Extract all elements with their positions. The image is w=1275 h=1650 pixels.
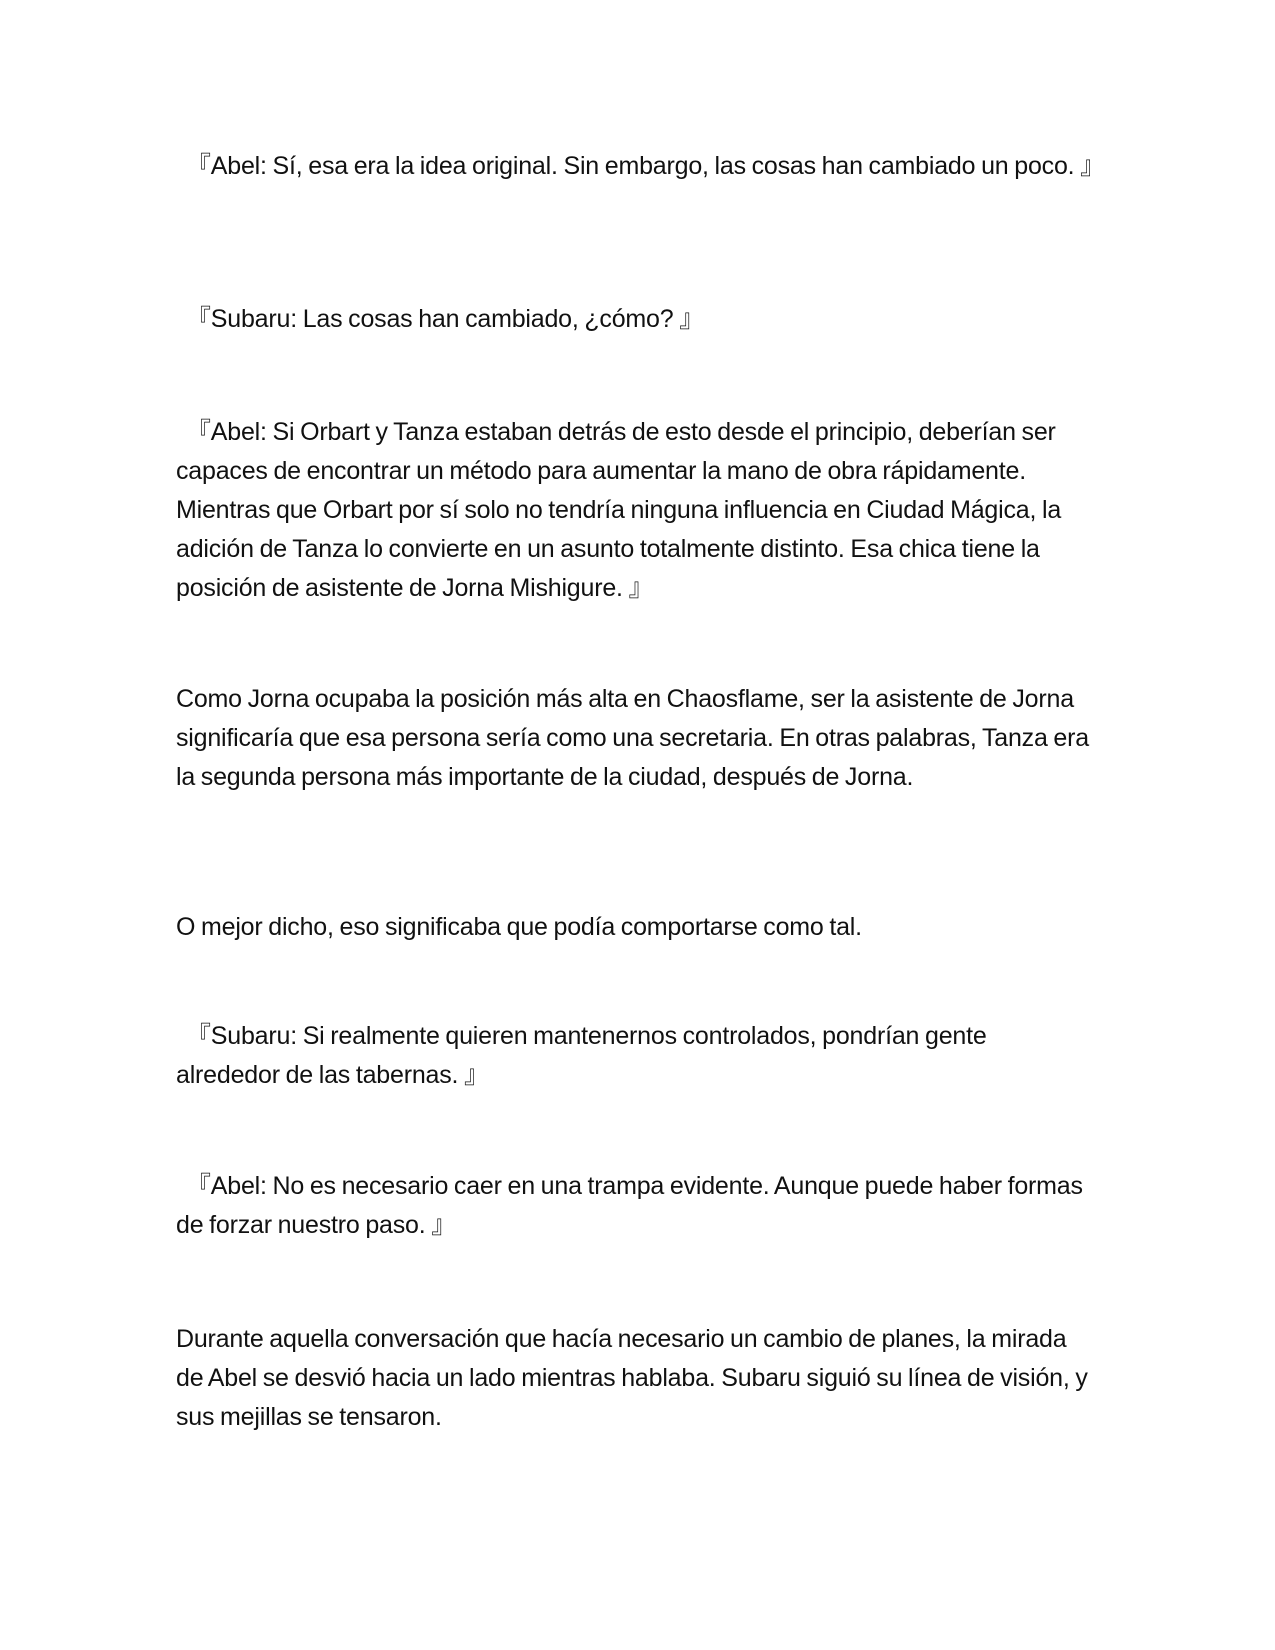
narration-paragraph: Durante aquella conversación que hacía necesario un cambio de planes, la mirada de Abel se desvió hacia un lado mientras hablaba. Subaru siguió su línea de visión, y sus mejillas se tensaron. <box>176 1325 1088 1431</box>
narration-paragraph: O mejor dicho, eso significaba que podía comportarse como tal. <box>176 913 862 941</box>
narration-paragraph: Como Jorna ocupaba la posición más alta en Chaosflame, ser la asistente de Jorna significaría que esa persona sería como una secretaria. En otras palabras, Tanza era la segunda persona más importante de la ciudad, después de Jorna. <box>176 685 1089 791</box>
dialogue-paragraph: 『Subaru: Si realmente quieren mantenernos controlados, pondrían gente alrededor de las tabernas. 』 <box>176 1022 987 1089</box>
dialogue-paragraph: 『Subaru: Las cosas han cambiado, ¿cómo? 』 <box>186 305 705 333</box>
dialogue-paragraph: 『Abel: Si Orbart y Tanza estaban detrás de esto desde el principio, deberían ser capaces de encontrar un método para aumentar la mano de obra rápidamente. Mientras que Orbart por sí solo no tendría ninguna influencia en Ciudad Mágica, la adición de Tanza lo convierte en un asunto totalmente distinto. Esa chica tiene la posición de asistente de Jorna Mishigure. 』 <box>176 418 1062 602</box>
dialogue-paragraph: 『Abel: Sí, esa era la idea original. Sin embargo, las cosas han cambiado un poco. 』 <box>186 152 1105 180</box>
dialogue-paragraph: 『Abel: No es necesario caer en una trampa evidente. Aunque puede haber formas de forzar nuestro paso. 』 <box>176 1172 1083 1239</box>
